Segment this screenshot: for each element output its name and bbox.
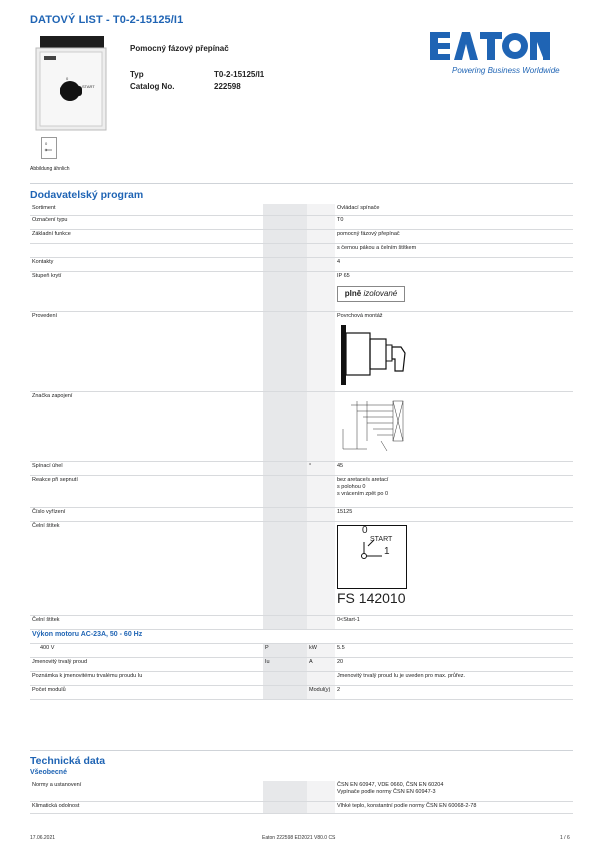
row-value: Ovládací spínače [335, 204, 573, 215]
svg-text:0: 0 [45, 141, 48, 146]
row-label [30, 243, 263, 257]
row-value-3: s vrácením zpět po 0 [337, 490, 389, 497]
catalog-label: Catalog No. [130, 82, 175, 91]
row-value: IP 65 [337, 272, 350, 279]
section-title-supply: Dodavatelský program [30, 189, 144, 201]
front-plate-code: FS 142010 [337, 589, 406, 606]
row-label: Kontakty [30, 257, 263, 271]
row-unit: ° [307, 461, 335, 475]
spec-table-technical [30, 781, 573, 814]
row-sym: P [263, 643, 307, 657]
plate-one: 1 [384, 545, 390, 557]
table-row [30, 215, 573, 229]
table-row [30, 257, 573, 271]
row-value: 45 [335, 461, 573, 475]
svg-text:0: 0 [66, 76, 69, 81]
table-row [30, 243, 573, 257]
typ-value: T0-2-15125/I1 [214, 70, 265, 79]
front-plate [337, 525, 407, 589]
row-label: Označení typu [30, 215, 263, 229]
tagline: Powering Business Worldwide [452, 66, 560, 75]
table-row [30, 521, 573, 615]
row-value-2: s polohou 0 [337, 483, 366, 490]
row-label: Počet modulů [30, 685, 263, 699]
table-row [30, 643, 573, 657]
table-row [30, 685, 573, 699]
row-value: T0 [335, 215, 573, 229]
pictogram-italic: izolované [363, 288, 398, 298]
row-value: 2 [335, 685, 573, 699]
image-caption: Abbildung ähnlich [30, 166, 70, 172]
row-value: Jmenovitý trvalý proud Iu je uveden pro max. průřez. [335, 671, 573, 685]
section-divider [30, 183, 573, 184]
footer-center: Eaton 222598 ED2021 V80.0 CS [262, 835, 336, 841]
row-label: Číslo vyřízení [30, 507, 263, 521]
row-label: 400 V [30, 643, 263, 657]
small-diagram-icon [41, 137, 57, 159]
table-row [30, 204, 573, 215]
motor-subtitle: Výkon motoru AC-23A, 50 - 60 Hz [32, 630, 143, 638]
table-row [30, 461, 573, 475]
plate-zero: 0 [362, 524, 368, 536]
table-row [30, 229, 573, 243]
pictogram-strong: plně [344, 288, 362, 298]
row-value: Povrchová montáž [337, 312, 383, 319]
row-label: Poznámka k jmenovitému trvalému proudu Iu [30, 671, 263, 685]
row-unit: kW [307, 643, 335, 657]
row-label: Základní funkce [30, 229, 263, 243]
row-value: 20 [335, 657, 573, 671]
row-value: pomocný fázový přepínač [335, 229, 573, 243]
table-row [30, 475, 573, 507]
row-value-2: Vypínače podle normy ČSN EN 60947-3 [337, 789, 436, 795]
table-row [30, 311, 573, 391]
row-label: Normy a ustanovení [30, 781, 263, 801]
switch-symbol-icon [338, 526, 406, 588]
table-row [30, 781, 573, 801]
product-image [30, 36, 110, 131]
row-label: Sortiment [30, 204, 263, 215]
row-value: 0<Start-1 [335, 615, 573, 629]
row-label: Stupeň krytí [30, 271, 263, 311]
footer-date: 17.06.2021 [30, 835, 56, 841]
row-label: Spínací úhel [30, 461, 263, 475]
table-row [30, 507, 573, 521]
table-row [30, 391, 573, 461]
row-value: 4 [335, 257, 573, 271]
table-row [30, 271, 573, 311]
row-unit: A [307, 657, 335, 671]
table-row [30, 657, 573, 671]
table-row [30, 801, 573, 813]
row-value: ČSN EN 60947, VDE 0660, ČSN EN 60204 [337, 782, 444, 788]
plate-start: START [370, 535, 393, 543]
table-row [30, 615, 573, 629]
insulation-pictogram [337, 286, 405, 302]
row-label: Klimatická odolnost [30, 801, 263, 813]
footer-page: 1 / 6 [560, 835, 570, 841]
row-label: Reakce při sepnutí [30, 475, 263, 507]
row-value: bez aretace/s aretací [337, 476, 389, 483]
surface-mount-drawing [337, 323, 417, 387]
row-value: 15125 [335, 507, 573, 521]
typ-label: Typ [130, 70, 144, 79]
row-sym: Iu [263, 657, 307, 671]
row-value: Vlhké teplo, konstantní podle normy ČSN EN 60068-2-78 [335, 801, 573, 813]
svg-text:START: START [82, 84, 95, 89]
section-subtitle-general: Všeobecné [30, 769, 67, 776]
catalog-value: 222598 [214, 82, 241, 91]
row-label: Provedení [30, 311, 263, 391]
row-label: Jmenovitý trvalý proud [30, 657, 263, 671]
section-title-technical: Technická data [30, 755, 106, 767]
row-label: Čelní štítek [30, 615, 263, 629]
spec-table-supply [30, 204, 573, 700]
row-unit: Modul(y) [307, 685, 335, 699]
wiring-diagram [337, 393, 409, 457]
row-value: s černou pákou a čelním štítkem [335, 243, 573, 257]
table-row [30, 671, 573, 685]
product-name: Pomocný fázový přepínač [130, 44, 229, 53]
table-row [30, 629, 573, 643]
row-label: Značka zapojení [30, 391, 263, 461]
section-divider [30, 750, 573, 751]
row-label: Čelní štítek [30, 521, 263, 615]
page-title: DATOVÝ LIST - T0-2-15125/I1 [30, 14, 184, 26]
row-value: 5.5 [335, 643, 573, 657]
